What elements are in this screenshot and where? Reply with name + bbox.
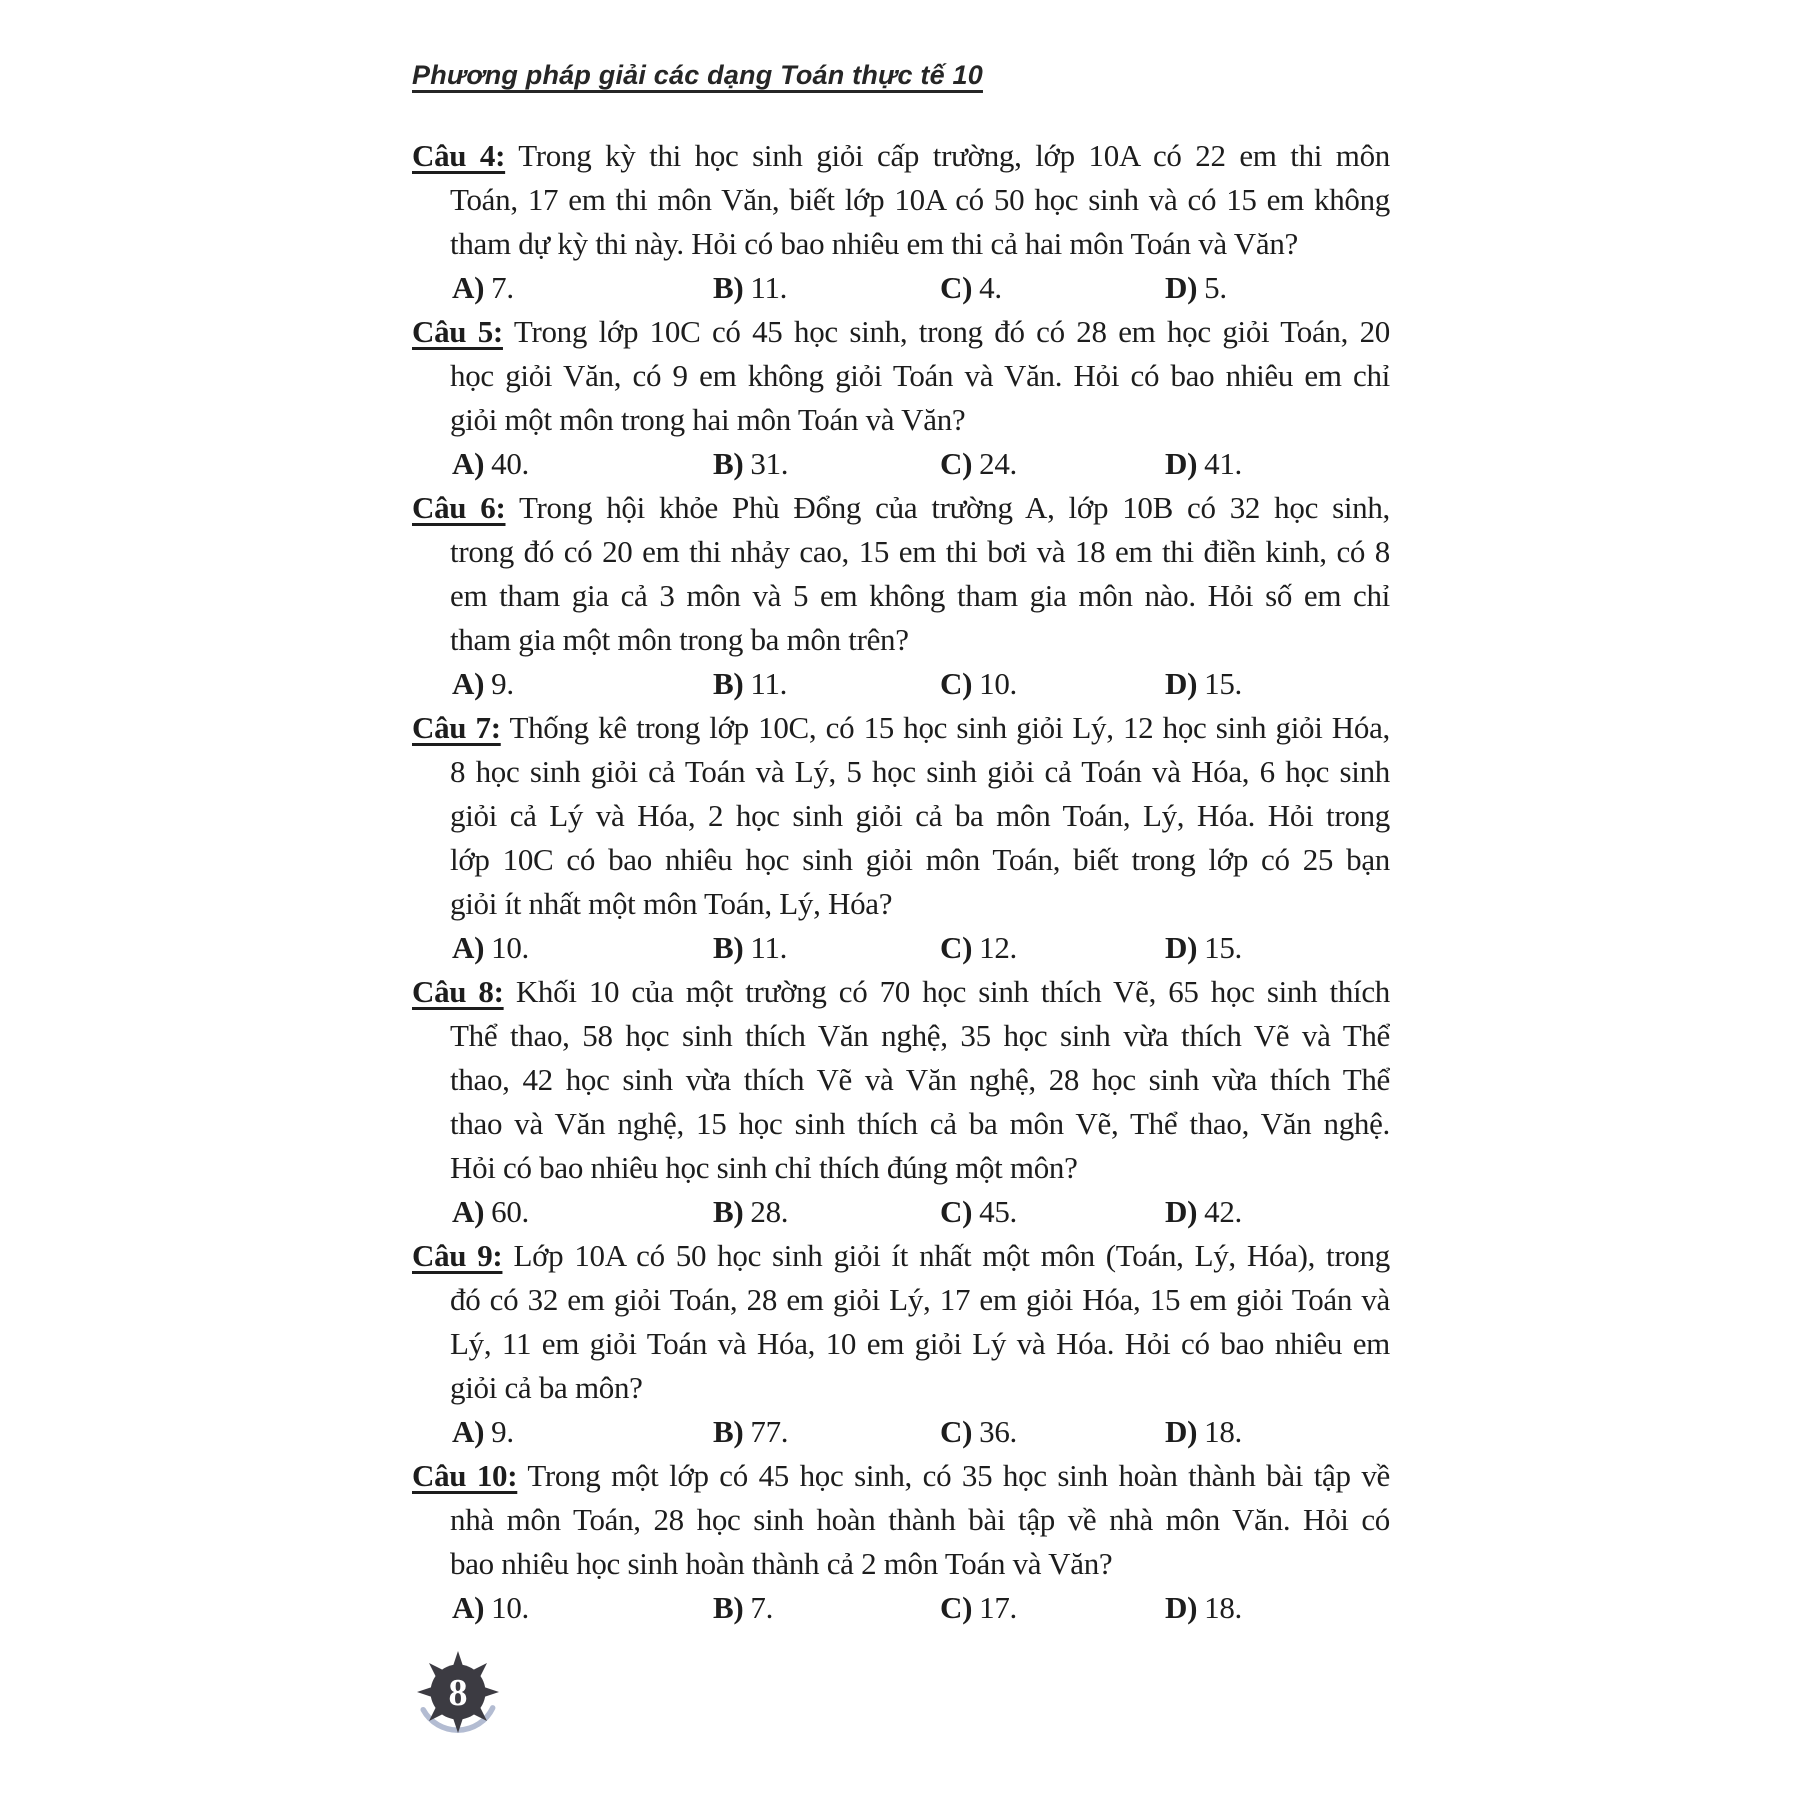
- answer-key: C): [940, 270, 973, 305]
- question-line: Toán, 17 em thi môn Văn, biết lớp 10A có 50 học sinh và có 15 em không: [450, 182, 1390, 217]
- answer-value: 12.: [979, 930, 1017, 965]
- answer-value: 7.: [750, 1590, 774, 1625]
- answer-key: C): [940, 1194, 973, 1229]
- answer-key: B): [713, 1590, 744, 1625]
- question-label: Câu 10:: [412, 1458, 518, 1493]
- answer-option: [713, 442, 788, 486]
- answer-key: D): [1165, 1414, 1198, 1449]
- answer-option: [1165, 266, 1227, 310]
- question-label: Câu 9:: [412, 1238, 503, 1273]
- answer-key: C): [940, 930, 973, 965]
- answer-value: 11.: [750, 666, 788, 701]
- answer-option: [940, 266, 1002, 310]
- answer-option: [713, 1586, 773, 1630]
- question-line: nhà môn Toán, 28 học sinh hoàn thành bài tập về nhà môn Văn. Hỏi có: [450, 1502, 1390, 1537]
- answer-option: [940, 662, 1017, 706]
- answer-key: B): [713, 930, 744, 965]
- answer-key: D): [1165, 270, 1198, 305]
- answer-value: 10.: [979, 666, 1017, 701]
- question-line: 8 học sinh giỏi cả Toán và Lý, 5 học sinh giỏi cả Toán và Hóa, 6 học sinh: [450, 754, 1390, 789]
- gear-icon: [408, 1642, 508, 1742]
- answer-value: 4.: [979, 270, 1002, 305]
- question-line: tham dự kỳ thi này. Hỏi có bao nhiêu em thi cả hai môn Toán và Văn?: [450, 226, 1298, 261]
- answer-option: [713, 926, 787, 970]
- question-line: giỏi một môn trong hai môn Toán và Văn?: [450, 402, 966, 437]
- question-line: Câu 4: Trong kỳ thi học sinh giỏi cấp trường, lớp 10A có 22 em thi môn: [412, 138, 1390, 173]
- answer-value: 31.: [750, 446, 789, 481]
- answer-key: B): [713, 446, 744, 481]
- answer-key: A): [452, 1590, 485, 1625]
- question-line: giỏi cả Lý và Hóa, 2 học sinh giỏi cả ba môn Toán, Lý, Hóa. Hỏi trong: [450, 798, 1390, 833]
- question-line: học giỏi Văn, có 9 em không giỏi Toán và Văn. Hỏi có bao nhiêu em chỉ: [450, 358, 1390, 393]
- answer-option: [452, 1190, 529, 1234]
- answer-key: A): [452, 1414, 485, 1449]
- answer-key: B): [713, 666, 744, 701]
- answer-value: 9.: [491, 666, 514, 701]
- answer-value: 24.: [979, 446, 1017, 481]
- answer-key: A): [452, 270, 485, 305]
- answer-value: 36.: [979, 1414, 1017, 1449]
- question-line: thao, 42 học sinh vừa thích Vẽ và Văn nghệ, 28 học sinh vừa thích Thể: [450, 1062, 1390, 1097]
- question-block: [412, 134, 1390, 310]
- question-line: Câu 6: Trong hội khỏe Phù Đổng của trường A, lớp 10B có 32 học sinh,: [412, 490, 1390, 525]
- answer-key: D): [1165, 666, 1198, 701]
- question-line: lớp 10C có bao nhiêu học sinh giỏi môn Toán, biết trong lớp có 25 bạn: [450, 842, 1390, 877]
- question-label: Câu 5:: [412, 314, 503, 349]
- question-line: Câu 9: Lớp 10A có 50 học sinh giỏi ít nhất một môn (Toán, Lý, Hóa), trong: [412, 1238, 1390, 1273]
- answer-option: [1165, 442, 1242, 486]
- question-line: trong đó có 20 em thi nhảy cao, 15 em thi bơi và 18 em thi điền kinh, có 8: [450, 534, 1390, 569]
- question-block: [412, 1454, 1390, 1630]
- answer-key: C): [940, 446, 973, 481]
- answer-option: [1165, 1190, 1242, 1234]
- answer-row: [412, 266, 1390, 310]
- answer-row: [412, 926, 1390, 970]
- answer-key: B): [713, 1194, 744, 1229]
- answer-key: B): [713, 270, 744, 305]
- answer-option: [1165, 662, 1242, 706]
- answer-key: A): [452, 1194, 485, 1229]
- answer-row: [412, 1410, 1390, 1454]
- question-line: Lý, 11 em giỏi Toán và Hóa, 10 em giỏi Lý và Hóa. Hỏi có bao nhiêu em: [450, 1326, 1390, 1361]
- answer-value: 10.: [491, 1590, 529, 1625]
- answer-row: [412, 1586, 1390, 1630]
- answer-option: [452, 1410, 514, 1454]
- question-block: [412, 706, 1390, 970]
- answer-value: 18.: [1204, 1590, 1242, 1625]
- question-line: Câu 10: Trong một lớp có 45 học sinh, có 35 học sinh hoàn thành bài tập về: [412, 1458, 1390, 1493]
- question-line: Câu 7: Thống kê trong lớp 10C, có 15 học sinh giỏi Lý, 12 học sinh giỏi Hóa,: [412, 710, 1390, 745]
- question-block: [412, 1234, 1390, 1454]
- answer-option: [452, 266, 514, 310]
- answer-key: D): [1165, 446, 1198, 481]
- answer-key: A): [452, 446, 485, 481]
- question-line: đó có 32 em giỏi Toán, 28 em giỏi Lý, 17 em giỏi Hóa, 15 em giỏi Toán và: [450, 1282, 1390, 1317]
- answer-row: [412, 1190, 1390, 1234]
- question-line: thao và Văn nghệ, 15 học sinh thích cả ba môn Vẽ, Thể thao, Văn nghệ.: [450, 1106, 1390, 1141]
- answer-value: 18.: [1204, 1414, 1242, 1449]
- answer-option: [1165, 926, 1242, 970]
- answer-row: [412, 662, 1390, 706]
- answer-value: 28.: [750, 1194, 789, 1229]
- question-line: em tham gia cả 3 môn và 5 em không tham gia môn nào. Hỏi số em chỉ: [450, 578, 1390, 613]
- question-label: Câu 8:: [412, 974, 504, 1009]
- answer-value: 15.: [1204, 930, 1242, 965]
- question-block: [412, 310, 1390, 486]
- answer-option: [452, 926, 529, 970]
- answer-option: [713, 1190, 788, 1234]
- answer-key: A): [452, 666, 485, 701]
- answer-value: 11.: [750, 270, 788, 305]
- question-label: Câu 4:: [412, 138, 506, 173]
- answer-option: [713, 266, 787, 310]
- answer-option: [940, 1410, 1017, 1454]
- answer-key: A): [452, 930, 485, 965]
- answer-option: [452, 1586, 529, 1630]
- page-number: 8: [448, 1672, 468, 1714]
- answer-key: D): [1165, 1194, 1198, 1229]
- answer-value: 17.: [979, 1590, 1017, 1625]
- answer-value: 42.: [1204, 1194, 1242, 1229]
- answer-value: 60.: [491, 1194, 529, 1229]
- question-line: Câu 5: Trong lớp 10C có 45 học sinh, trong đó có 28 em học giỏi Toán, 20: [412, 314, 1390, 349]
- answer-key: C): [940, 666, 973, 701]
- answer-value: 41.: [1204, 446, 1242, 481]
- question-block: [412, 486, 1390, 706]
- answer-key: C): [940, 1414, 973, 1449]
- answer-value: 40.: [491, 446, 529, 481]
- question-line: giỏi ít nhất một môn Toán, Lý, Hóa?: [450, 886, 893, 921]
- question-line: Thể thao, 58 học sinh thích Văn nghệ, 35 học sinh vừa thích Vẽ và Thể: [450, 1018, 1390, 1053]
- answer-value: 9.: [491, 1414, 514, 1449]
- page-number-badge: [408, 1642, 508, 1742]
- answer-option: [940, 926, 1017, 970]
- answer-key: B): [713, 1414, 744, 1449]
- answer-value: 7.: [491, 270, 514, 305]
- question-line: Hỏi có bao nhiêu học sinh chỉ thích đúng một môn?: [450, 1150, 1078, 1185]
- running-header: Phương pháp giải các dạng Toán thực tế 10: [412, 60, 983, 90]
- answer-key: C): [940, 1590, 973, 1625]
- answer-option: [452, 662, 514, 706]
- question-block: [412, 970, 1390, 1234]
- questions-list: [412, 134, 1390, 1630]
- question-line: Câu 8: Khối 10 của một trường có 70 học sinh thích Vẽ, 65 học sinh thích: [412, 974, 1390, 1009]
- question-label: Câu 6:: [412, 490, 506, 525]
- answer-option: [713, 1410, 788, 1454]
- question-line: giỏi cả ba môn?: [450, 1370, 643, 1405]
- answer-option: [940, 1586, 1017, 1630]
- question-line: tham gia một môn trong ba môn trên?: [450, 622, 909, 657]
- answer-value: 11.: [750, 930, 788, 965]
- answer-value: 5.: [1204, 270, 1227, 305]
- answer-row: [412, 442, 1390, 486]
- answer-value: 77.: [750, 1414, 789, 1449]
- question-label: Câu 7:: [412, 710, 501, 745]
- answer-value: 45.: [979, 1194, 1017, 1229]
- answer-value: 10.: [491, 930, 529, 965]
- question-line: bao nhiêu học sinh hoàn thành cả 2 môn Toán và Văn?: [450, 1546, 1113, 1581]
- answer-option: [940, 442, 1017, 486]
- answer-key: D): [1165, 1590, 1198, 1625]
- answer-option: [713, 662, 787, 706]
- answer-option: [1165, 1410, 1242, 1454]
- answer-option: [940, 1190, 1017, 1234]
- answer-value: 15.: [1204, 666, 1242, 701]
- answer-option: [1165, 1586, 1242, 1630]
- answer-option: [452, 442, 529, 486]
- answer-key: D): [1165, 930, 1198, 965]
